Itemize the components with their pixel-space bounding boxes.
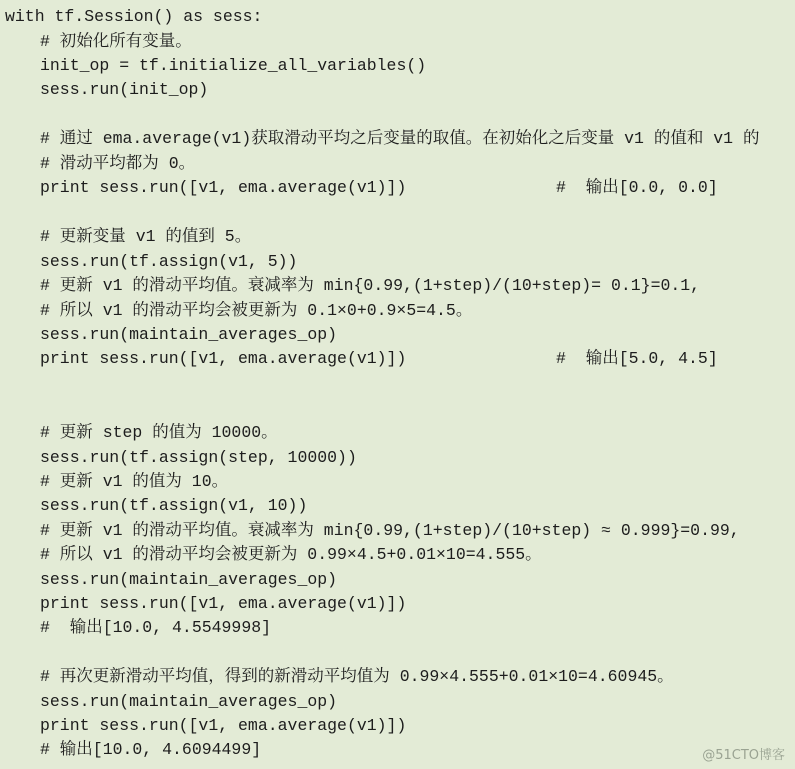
code-comment: # 输出[10.0, 4.6094499] [40, 740, 262, 759]
code-comment: # 更新变量 v1 的值到 5。 [40, 227, 252, 246]
code-comment: # 所以 v1 的滑动平均会被更新为 0.1×0+0.9×5=4.5。 [40, 301, 473, 320]
code-comment: # 通过 ema.average(v1)获取滑动平均之后变量的取值。在初始化之后变量 v1 的值和 v1 的 [40, 129, 760, 148]
code-text: init_op = tf.initialize_all_variables() [40, 56, 427, 75]
code-text: with tf.Session() as sess: [5, 7, 263, 26]
code-text: sess.run(init_op) [40, 80, 209, 99]
code-text: sess.run(tf.assign(v1, 10)) [40, 496, 308, 515]
code-text: sess.run(maintain_averages_op) [40, 692, 338, 711]
code-text: print sess.run([v1, ema.average(v1)]) [40, 716, 407, 735]
output-comment: # 输出[5.0, 4.5] [556, 349, 718, 368]
code-comment: # 输出[10.0, 4.5549998] [40, 618, 272, 637]
code-comment: # 更新 v1 的值为 10。 [40, 472, 229, 491]
code-comment: # 更新 v1 的滑动平均值。衰减率为 min{0.99,(1+step)/(10+step)= 0.1}=0.1, [40, 276, 701, 295]
code-text: sess.run(tf.assign(v1, 5)) [40, 252, 298, 271]
code-text: sess.run(tf.assign(step, 10000)) [40, 448, 357, 467]
code-text: print sess.run([v1, ema.average(v1)]) [40, 349, 407, 368]
code-comment: # 更新 v1 的滑动平均值。衰减率为 min{0.99,(1+step)/(10+step) ≈ 0.999}=0.99, [40, 521, 740, 540]
code-text: print sess.run([v1, ema.average(v1)]) [40, 594, 407, 613]
code-text: sess.run(maintain_averages_op) [40, 325, 338, 344]
code-text: print sess.run([v1, ema.average(v1)]) [40, 178, 407, 197]
code-comment: # 滑动平均都为 0。 [40, 154, 196, 173]
code-comment: # 初始化所有变量。 [40, 32, 192, 51]
code-comment: # 所以 v1 的滑动平均会被更新为 0.99×4.5+0.01×10=4.555。 [40, 545, 542, 564]
watermark: @51CTO博客 [702, 748, 785, 763]
code-comment: # 更新 step 的值为 10000。 [40, 423, 278, 442]
code-comment: # 再次更新滑动平均值，得到的新滑动平均值为 0.99×4.555+0.01×10=4.60945。 [40, 667, 674, 686]
code-text: sess.run(maintain_averages_op) [40, 570, 338, 589]
output-comment: # 输出[0.0, 0.0] [556, 178, 718, 197]
